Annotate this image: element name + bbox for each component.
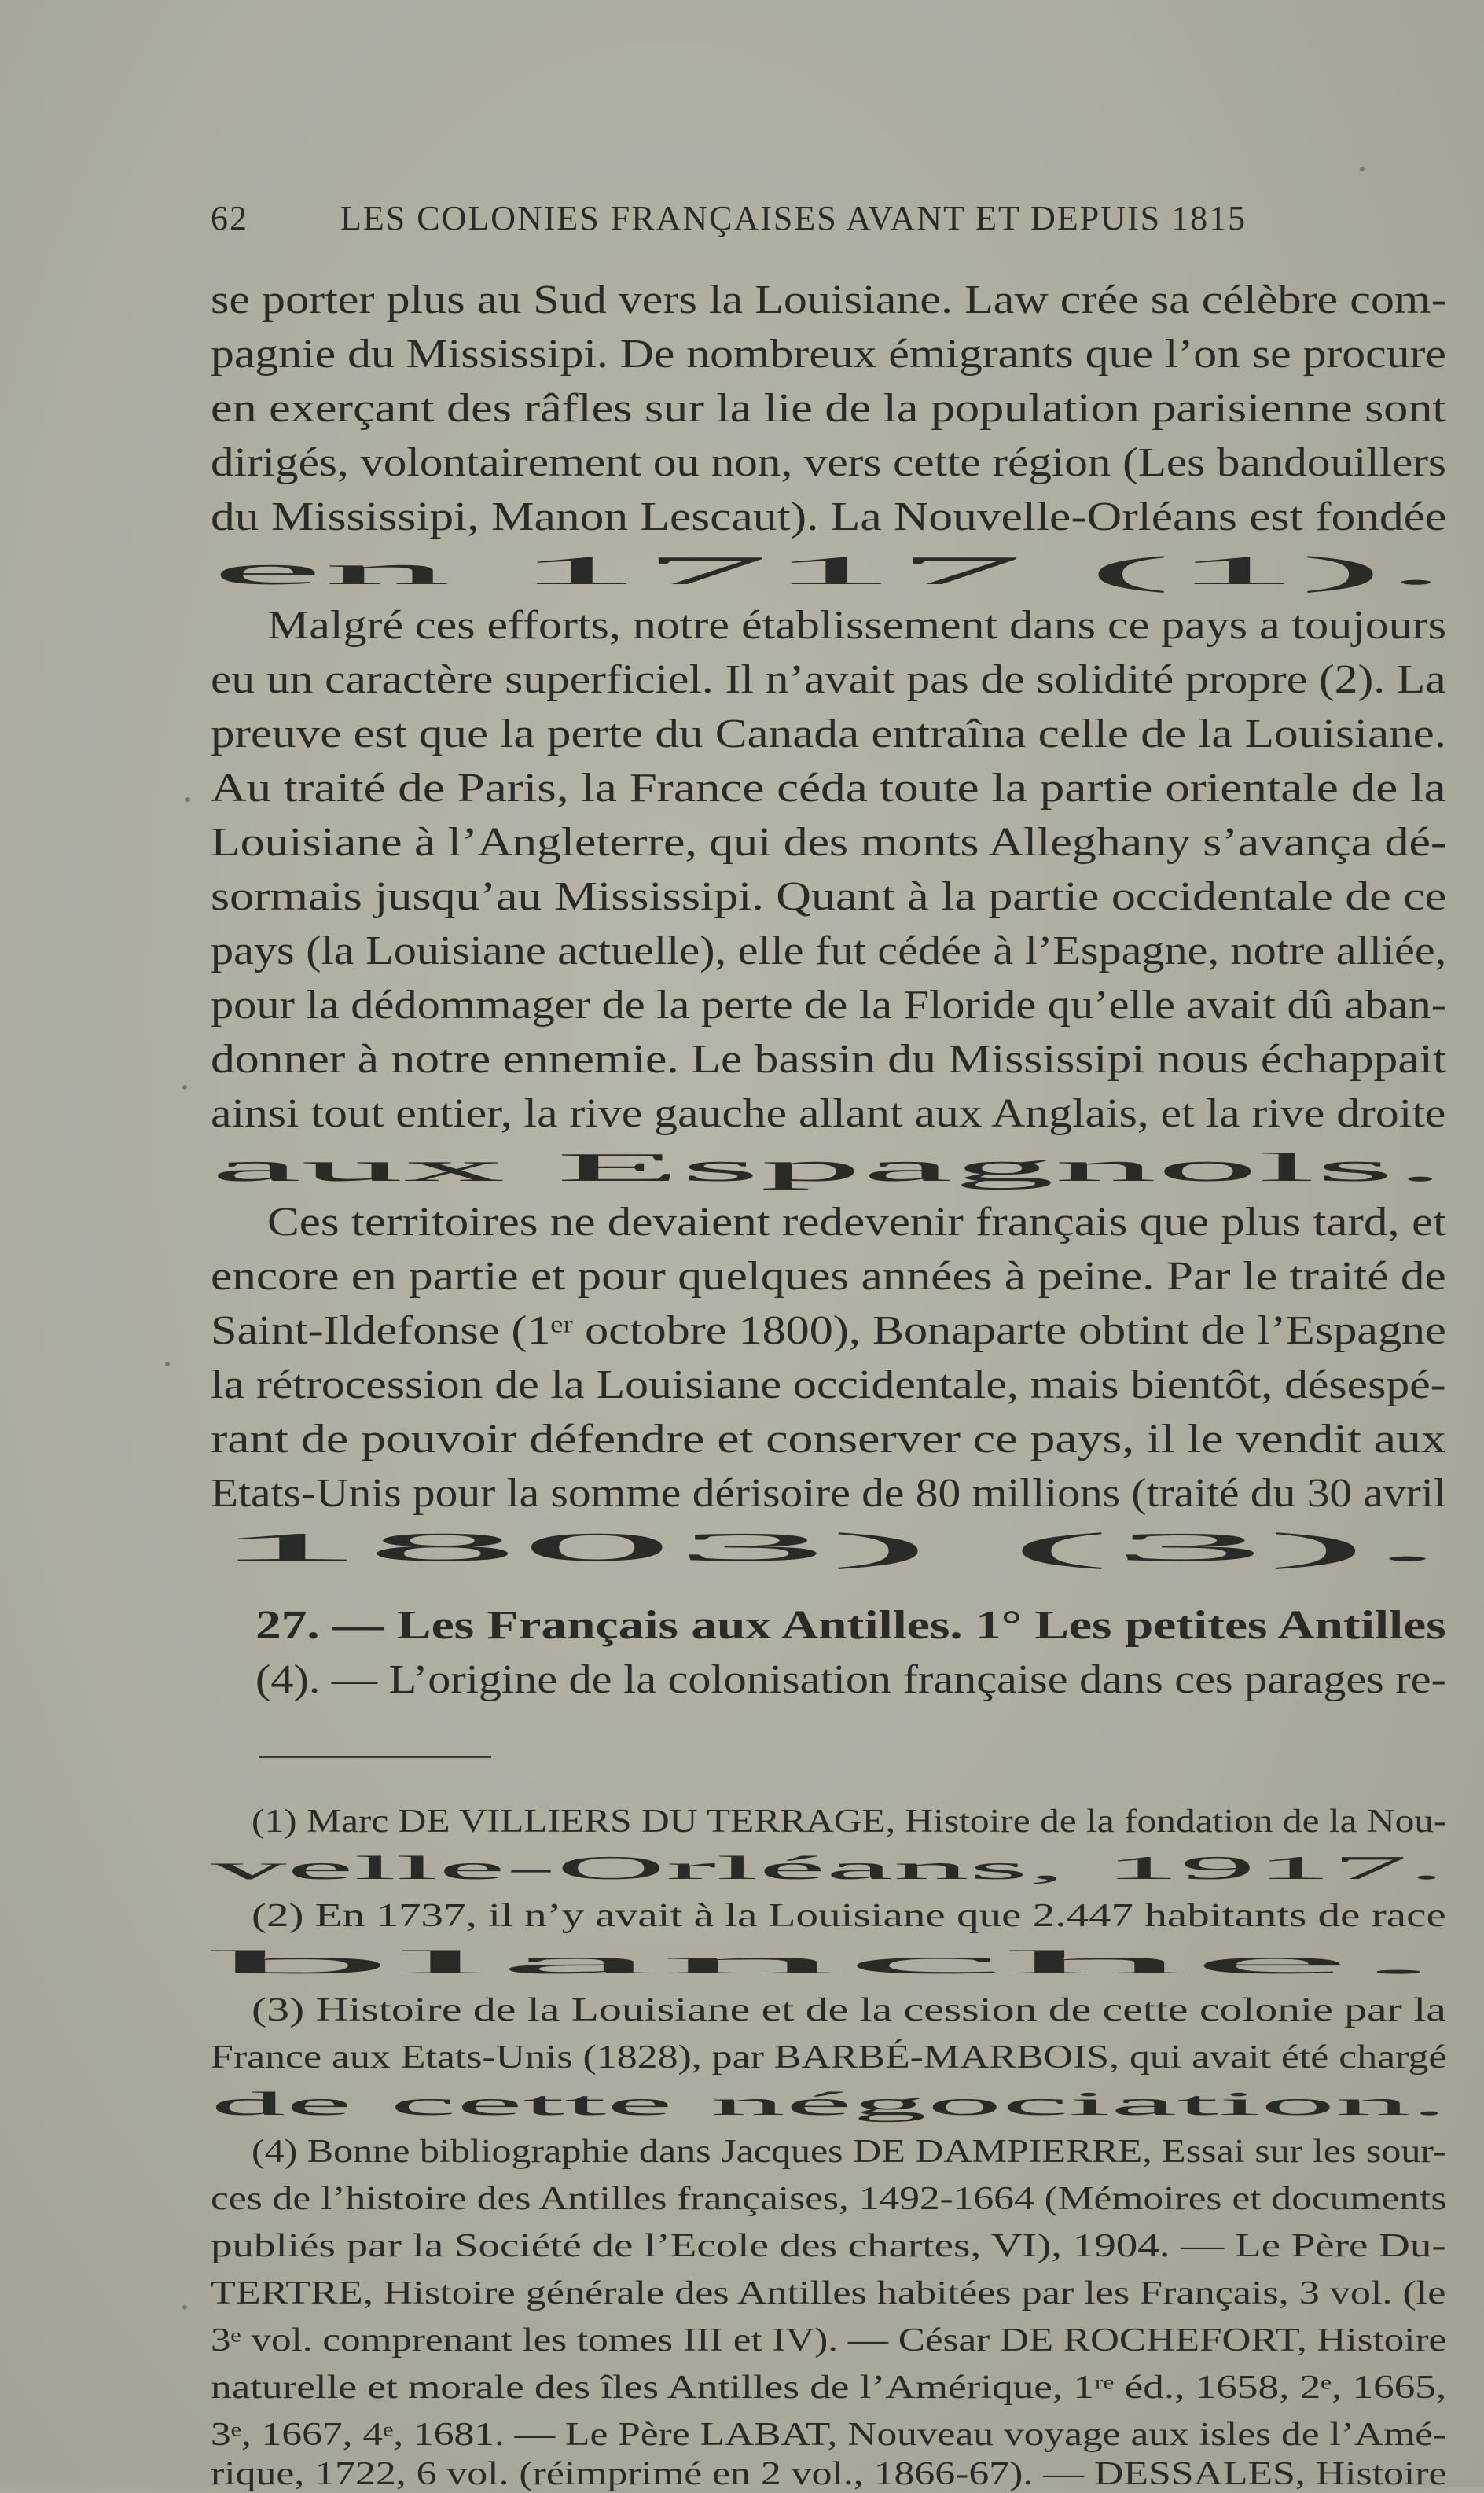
body-line: Ces territoires ne devaient redevenir français que plus tard, et: [267, 1200, 1447, 1245]
paper-speck: [182, 2305, 187, 2310]
body-line: donner à notre ennemie. Le bassin du Mississipi nous échappait: [211, 1037, 1447, 1082]
body-line: la rétrocession de la Louisiane occidentale, mais bientôt, désespé-: [211, 1362, 1446, 1407]
paper-speck: [186, 797, 190, 802]
page-number: 62: [211, 199, 248, 237]
paper-speck: [182, 1085, 187, 1090]
footnote-line: TERTRE, Histoire générale des Antilles habitées par les Français, 3 vol. (le: [211, 2274, 1446, 2311]
paper-speck: [165, 1362, 170, 1366]
body-line: encore en partie et pour quelques années à peine. Par le traité de: [211, 1254, 1446, 1299]
body-line: en exerçant des râfles sur la lie de la population parisienne sont: [211, 386, 1446, 431]
running-title: LES COLONIES FRANÇAISES AVANT ET DEPUIS 1815: [340, 199, 1247, 237]
body-line: Malgré ces efforts, notre établissement dans ce pays a toujours: [267, 603, 1447, 648]
body-line: Louisiane à l’Angleterre, qui des monts Alleghany s’avança dé-: [211, 820, 1447, 865]
section-heading: 27. — Les Français aux Antilles. 1° Les petites Antilles: [255, 1603, 1446, 1648]
body-line: dirigés, volontairement ou non, vers cette région (Les bandouillers: [211, 440, 1447, 485]
paper-speck: [1360, 167, 1365, 171]
body-line: eu un caractère superficiel. Il n’avait pas de solidité propre (2). La: [211, 657, 1446, 702]
footnote-line: rique, 1722, 6 vol. (réimprimé en 2 vol., 1866-67). — DESSALES, Histoire: [211, 2455, 1447, 2492]
section-line: (4). — L’origine de la colonisation française dans ces parages re-: [255, 1657, 1446, 1702]
body-line: Saint-Ildefonse (1ᵉʳ octobre 1800), Bonaparte obtint de l’Espagne: [211, 1308, 1446, 1353]
body-line: preuve est que la perte du Canada entraîna celle de la Louisiane.: [211, 711, 1447, 756]
footnote-line: de cette négociation.: [211, 2086, 1449, 2123]
footnote-line: 3ᵉ vol. comprenant les tomes III et IV). — César DE ROCHEFORT, Histoire: [211, 2322, 1447, 2359]
footnote-line: 3ᵉ, 1667, 4ᵉ, 1681. — Le Père LABAT, Nouveau voyage aux isles de l’Amé-: [211, 2416, 1447, 2453]
body-line: 1803) (3).: [211, 1525, 1446, 1570]
body-line: aux Espagnols.: [211, 1145, 1446, 1190]
body-line: sormais jusqu’au Mississipi. Quant à la partie occidentale de ce: [211, 874, 1447, 919]
body-line: pour la dédommager de la perte de la Floride qu’elle avait dû aban-: [211, 983, 1447, 1028]
body-line: Etats-Unis pour la somme dérisoire de 80 millions (traité du 30 avril: [211, 1471, 1446, 1516]
body-line: rant de pouvoir défendre et conserver ce pays, il le vendit aux: [211, 1417, 1446, 1462]
footnote-line: (3) Histoire de la Louisiane et de la cession de cette colonie par la: [252, 1991, 1446, 2028]
footnote-line: (4) Bonne bibliographie dans Jacques DE DAMPIERRE, Essai sur les sour-: [252, 2133, 1446, 2170]
footnote-line: (2) En 1737, il n’y avait à la Louisiane que 2.447 habitants de race: [252, 1897, 1446, 1934]
footnote-line: velle-Orléans, 1917.: [211, 1850, 1446, 1887]
body-line: du Mississipi, Manon Lescaut). La Nouvelle-Orléans est fondée: [211, 495, 1447, 539]
body-line: en 1717 (1).: [211, 549, 1448, 594]
body-line: se porter plus au Sud vers la Louisiane. Law crée sa célèbre com-: [211, 278, 1447, 322]
footnote-line: ces de l’histoire des Antilles françaises, 1492-1664 (Mémoires et documents: [211, 2180, 1447, 2217]
body-line: pagnie du Mississipi. De nombreux émigrants que l’on se procure: [211, 332, 1446, 377]
footnote-line: blanche.: [211, 1944, 1445, 1981]
footnote-line: naturelle et morale des îles Antilles de l’Amérique, 1ʳᵉ éd., 1658, 2ᵉ, 1665,: [211, 2369, 1447, 2406]
footnote-line: (1) Marc DE VILLIERS DU TERRAGE, Histoire de la fondation de la Nou-: [252, 1803, 1447, 1840]
footnote-divider: [259, 1756, 491, 1758]
footnote-line: publiés par la Société de l’Ecole des chartes, VI), 1904. — Le Père Du-: [211, 2227, 1446, 2264]
footnote-line: France aux Etats-Unis (1828), par BARBÉ-MARBOIS, qui avait été chargé: [211, 2039, 1447, 2076]
body-line: Au traité de Paris, la France céda toute la partie orientale de la: [211, 766, 1446, 811]
body-line: ainsi tout entier, la rive gauche allant aux Anglais, et la rive droite: [211, 1091, 1446, 1136]
body-line: pays (la Louisiane actuelle), elle fut cédée à l’Espagne, notre alliée,: [211, 928, 1447, 973]
